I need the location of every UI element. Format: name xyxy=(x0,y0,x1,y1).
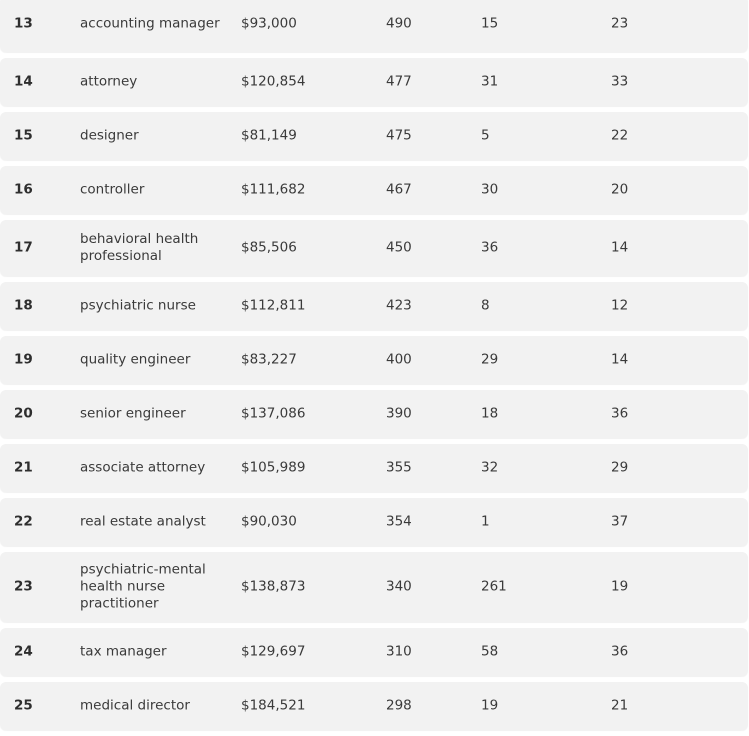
value-cell-2: 19 xyxy=(481,697,499,714)
rank-cell: 20 xyxy=(14,405,33,422)
table-row xyxy=(0,336,748,384)
value-cell-3: 14 xyxy=(611,239,629,256)
rank-cell: 25 xyxy=(14,697,33,714)
value-cell-2: 8 xyxy=(481,297,490,314)
job-title-cell: psychiatric-mental health nurse practitioner xyxy=(80,561,206,612)
job-title-cell: controller xyxy=(80,181,145,198)
table-row xyxy=(0,112,748,160)
salary-cell: $111,682 xyxy=(241,181,306,198)
value-cell-2: 36 xyxy=(481,239,499,256)
value-cell-3: 12 xyxy=(611,297,629,314)
rank-cell: 14 xyxy=(14,73,33,90)
salary-cell: $90,030 xyxy=(241,513,297,530)
rank-cell: 13 xyxy=(14,15,33,32)
job-title-cell: behavioral health professional xyxy=(80,231,199,264)
salary-cell: $120,854 xyxy=(241,73,306,90)
salary-cell: $93,000 xyxy=(241,15,297,32)
value-cell-3: 36 xyxy=(611,643,629,660)
rank-cell: 23 xyxy=(14,578,33,595)
rank-cell: 22 xyxy=(14,513,33,530)
rank-cell: 16 xyxy=(14,181,33,198)
value-cell-1: 423 xyxy=(386,297,412,314)
value-cell-1: 490 xyxy=(386,15,412,32)
table-row xyxy=(0,166,748,214)
salary-cell: $112,811 xyxy=(241,297,306,314)
value-cell-3: 29 xyxy=(611,459,629,476)
value-cell-3: 14 xyxy=(611,351,629,368)
job-title-cell: quality engineer xyxy=(80,351,191,368)
value-cell-2: 32 xyxy=(481,459,499,476)
salary-cell: $105,989 xyxy=(241,459,306,476)
value-cell-3: 20 xyxy=(611,181,629,198)
table-row xyxy=(0,444,748,492)
table-row xyxy=(0,282,748,330)
value-cell-2: 5 xyxy=(481,127,490,144)
value-cell-3: 36 xyxy=(611,405,629,422)
value-cell-3: 23 xyxy=(611,15,629,32)
value-cell-1: 467 xyxy=(386,181,412,198)
value-cell-1: 400 xyxy=(386,351,412,368)
value-cell-1: 477 xyxy=(386,73,412,90)
value-cell-2: 31 xyxy=(481,73,499,90)
value-cell-3: 21 xyxy=(611,697,629,714)
job-title-cell: medical director xyxy=(80,697,190,714)
rank-cell: 19 xyxy=(14,351,33,368)
value-cell-3: 22 xyxy=(611,127,629,144)
table-row xyxy=(0,390,748,438)
value-cell-2: 58 xyxy=(481,643,499,660)
value-cell-2: 29 xyxy=(481,351,499,368)
job-title-cell: real estate analyst xyxy=(80,513,206,530)
job-title-cell: senior engineer xyxy=(80,405,186,422)
job-title-cell: tax manager xyxy=(80,643,167,660)
value-cell-3: 37 xyxy=(611,513,629,530)
job-title-cell: designer xyxy=(80,127,139,144)
value-cell-1: 354 xyxy=(386,513,412,530)
job-title-cell: associate attorney xyxy=(80,459,206,476)
rank-cell: 24 xyxy=(14,643,33,660)
value-cell-2: 261 xyxy=(481,578,507,595)
salary-cell: $137,086 xyxy=(241,405,306,422)
salary-cell: $83,227 xyxy=(241,351,297,368)
value-cell-1: 390 xyxy=(386,405,412,422)
job-title-cell: attorney xyxy=(80,73,138,90)
table-row xyxy=(0,552,748,622)
rank-cell: 18 xyxy=(14,297,33,314)
value-cell-2: 15 xyxy=(481,15,499,32)
value-cell-3: 33 xyxy=(611,73,629,90)
rank-cell: 21 xyxy=(14,459,33,476)
value-cell-2: 30 xyxy=(481,181,499,198)
table-row xyxy=(0,628,748,676)
value-cell-3: 19 xyxy=(611,578,629,595)
value-cell-1: 355 xyxy=(386,459,412,476)
table-row xyxy=(0,498,748,546)
table-row xyxy=(0,0,748,52)
job-title-cell: psychiatric nurse xyxy=(80,297,196,314)
salary-cell: $184,521 xyxy=(241,697,306,714)
value-cell-2: 1 xyxy=(481,513,490,530)
job-title-cell: accounting manager xyxy=(80,15,220,32)
table-row xyxy=(0,682,748,730)
rank-cell: 17 xyxy=(14,239,33,256)
value-cell-2: 18 xyxy=(481,405,499,422)
value-cell-1: 310 xyxy=(386,643,412,660)
salary-cell: $81,149 xyxy=(241,127,297,144)
salary-cell: $85,506 xyxy=(241,239,297,256)
rank-cell: 15 xyxy=(14,127,33,144)
table-row xyxy=(0,58,748,106)
value-cell-1: 298 xyxy=(386,697,412,714)
salary-cell: $129,697 xyxy=(241,643,306,660)
salary-cell: $138,873 xyxy=(241,578,306,595)
value-cell-1: 475 xyxy=(386,127,412,144)
value-cell-1: 340 xyxy=(386,578,412,595)
value-cell-1: 450 xyxy=(386,239,412,256)
table-row xyxy=(0,220,748,276)
